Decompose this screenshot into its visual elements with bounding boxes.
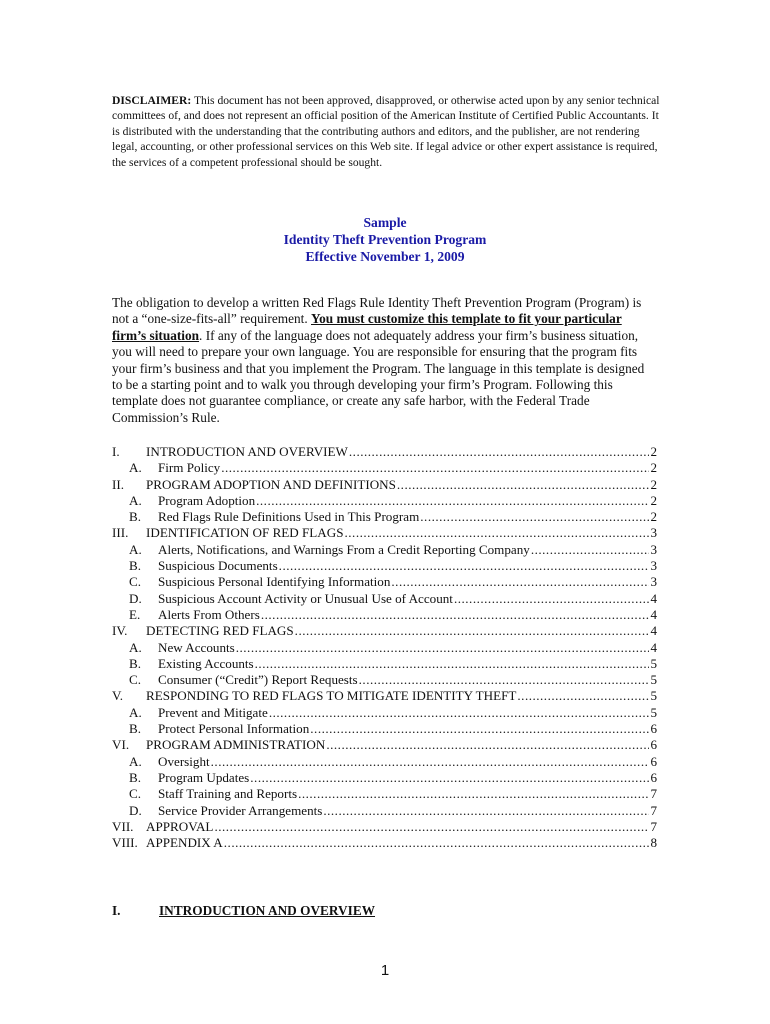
toc-entry-title: RESPONDING TO RED FLAGS TO MITIGATE IDENTITY THEFT	[146, 688, 517, 704]
title-line-effective-date: Effective November 1, 2009	[305, 249, 465, 264]
toc-entry[interactable]	[112, 640, 657, 656]
toc-entry-number: V.	[112, 688, 124, 704]
toc-dot-leader	[359, 672, 650, 688]
toc-entry[interactable]	[112, 835, 657, 851]
toc-entry[interactable]	[112, 509, 657, 525]
toc-entry-page: 4	[650, 623, 657, 639]
toc-entry-title: IDENTIFICATION OF RED FLAGS	[146, 525, 344, 541]
toc-dot-leader	[323, 803, 649, 819]
toc-entry-number: A.	[129, 460, 142, 476]
toc-entry-title: Program Updates	[158, 769, 250, 785]
toc-entry-title: INTRODUCTION AND OVERVIEW	[146, 444, 348, 459]
toc-dot-leader	[269, 705, 650, 721]
toc-dot-leader	[310, 721, 649, 737]
toc-dot-leader	[298, 786, 649, 802]
toc-dot-leader	[397, 477, 650, 493]
toc-entry-page: 6	[650, 721, 657, 737]
toc-entry-page: 3	[650, 541, 657, 557]
toc-entry-number: D.	[129, 590, 142, 606]
toc-entry[interactable]	[112, 493, 657, 509]
toc-entry-number: IV.	[112, 623, 128, 639]
toc-entry-number: VII.	[112, 818, 134, 834]
toc-entry-title: Prevent and Mitigate	[158, 704, 268, 720]
toc-entry[interactable]	[112, 803, 657, 819]
toc-entry-title: Program Adoption	[158, 492, 256, 508]
toc-entry-page: 3	[650, 558, 657, 574]
toc-entry-page: 5	[650, 655, 657, 671]
intro-text-part1: The obligation to develop a written Red Flags Rule Identity Theft Prevention Program (Program) is not a “one-size-fits-all” requirement.	[112, 295, 642, 327]
toc-entry-page: 2	[650, 509, 657, 525]
toc-entry[interactable]	[112, 444, 657, 460]
toc-entry-page: 5	[650, 672, 657, 688]
toc-entry-page: 2	[650, 460, 657, 476]
toc-entry-title: Service Provider Arrangements	[158, 802, 323, 818]
toc-entry-title: Suspicious Account Activity or Unusual Use of Account	[158, 590, 453, 606]
toc-entry-number: III.	[112, 525, 129, 541]
toc-entry[interactable]	[112, 477, 657, 493]
toc-entry[interactable]	[112, 672, 657, 688]
toc-entry[interactable]	[112, 460, 657, 476]
toc-entry-title: New Accounts	[158, 639, 235, 655]
toc-entry-title: Alerts, Notifications, and Warnings From a Credit Reporting Company	[158, 541, 530, 557]
toc-entry-page: 4	[650, 590, 657, 606]
toc-entry[interactable]	[112, 623, 657, 639]
toc-entry-number: B.	[129, 558, 142, 574]
toc-entry[interactable]	[112, 737, 657, 753]
page-number: 1	[380, 962, 390, 979]
toc-entry-page: 6	[650, 769, 657, 785]
toc-entry-page: 4	[650, 606, 657, 622]
toc-entry[interactable]	[112, 721, 657, 737]
toc-dot-leader	[295, 623, 650, 639]
toc-entry[interactable]	[112, 607, 657, 623]
toc-entry-number: I.	[112, 444, 120, 459]
toc-entry[interactable]	[112, 656, 657, 672]
toc-entry[interactable]	[112, 591, 657, 607]
toc-entry-title: Protect Personal Information	[158, 721, 310, 737]
toc-entry-number: II.	[112, 476, 124, 492]
intro-text-part2: . If any of the language does not adequately address your firm’s business situation, you will need to prepare your own language. You are responsible for ensuring that the program fits your firm’s business and that you implement the Program. The language in this template is designed to be a starting point and to walk you through developing your firm’s Program. Following this template does not guarantee compliance, or create any safe harbor, with the Federal Trade Commission’s Rule.	[112, 327, 645, 425]
toc-entry-number: B.	[129, 655, 142, 671]
toc-entry[interactable]	[112, 819, 657, 835]
toc-entry-page: 7	[650, 818, 657, 834]
intro-emphasis: You must customize this template to fit your particular firm’s situation	[112, 311, 622, 343]
toc-entry-title: Firm Policy	[158, 460, 221, 476]
toc-entry[interactable]	[112, 688, 657, 704]
toc-dot-leader	[349, 444, 650, 460]
toc-entry-number: VI.	[112, 737, 130, 753]
toc-entry-number: A.	[129, 753, 142, 769]
toc-entry-number: A.	[129, 639, 142, 655]
disclaimer-paragraph	[112, 93, 660, 170]
toc-entry-page: 5	[650, 688, 657, 704]
toc-entry-title: Suspicious Personal Identifying Information	[158, 574, 391, 590]
toc-entry[interactable]	[112, 525, 657, 541]
toc-entry-page: 8	[650, 835, 657, 851]
toc-dot-leader	[261, 607, 650, 623]
toc-entry-number: A.	[129, 492, 142, 508]
toc-entry-title: PROGRAM ADMINISTRATION	[146, 737, 326, 753]
table-of-contents	[112, 444, 657, 851]
toc-entry[interactable]	[112, 786, 657, 802]
toc-entry-title: APPROVAL	[146, 818, 214, 834]
toc-entry[interactable]	[112, 770, 657, 786]
toc-entry-number: B.	[129, 509, 142, 525]
toc-entry-title: Suspicious Documents	[158, 558, 278, 574]
toc-entry-page: 6	[650, 737, 657, 753]
toc-entry-page: 7	[650, 786, 657, 802]
toc-dot-leader	[531, 542, 650, 558]
toc-entry-title: APPENDIX A	[146, 835, 223, 851]
toc-entry-page: 2	[650, 476, 657, 492]
toc-dot-leader	[326, 737, 649, 753]
toc-entry-page: 5	[650, 704, 657, 720]
toc-entry-number: C.	[129, 786, 142, 802]
toc-entry-title: Red Flags Rule Definitions Used in This Program	[158, 509, 420, 525]
toc-entry-number: D.	[129, 802, 142, 818]
toc-dot-leader	[420, 509, 649, 525]
toc-dot-leader	[214, 819, 649, 835]
title-line-program: Identity Theft Prevention Program	[283, 232, 487, 247]
section-number: I.	[112, 903, 121, 918]
toc-dot-leader	[211, 754, 650, 770]
toc-entry-page: 2	[650, 492, 657, 508]
toc-dot-leader	[221, 460, 649, 476]
toc-entry[interactable]	[112, 754, 657, 770]
toc-entry-number: A.	[129, 704, 142, 720]
toc-entry[interactable]	[112, 542, 657, 558]
toc-dot-leader	[256, 493, 649, 509]
toc-entry-number: B.	[129, 769, 142, 785]
toc-dot-leader	[255, 656, 650, 672]
toc-entry-number: C.	[129, 672, 142, 688]
toc-entry-number: C.	[129, 574, 142, 590]
toc-entry-title: PROGRAM ADOPTION AND DEFINITIONS	[146, 476, 396, 492]
toc-entry-title: Alerts From Others	[158, 606, 260, 622]
toc-entry[interactable]	[112, 558, 657, 574]
title-line-sample: Sample	[363, 215, 407, 230]
toc-entry-page: 7	[650, 802, 657, 818]
toc-entry-title: Oversight	[158, 753, 210, 769]
disclaimer-text: This document has not been approved, disapproved, or otherwise acted upon by any senior technical committees of, and does not represent an official position of the American Institute of Certified Public Accountants. It is distributed with the understanding that the contributing authors and editors, and the publisher, are not rendering legal, accounting, or other professional services on this Web site. If legal advice or other expert assistance is required, the services of a competent professional should be sought.	[112, 94, 660, 169]
toc-entry-number: B.	[129, 721, 142, 737]
toc-entry[interactable]	[112, 574, 657, 590]
toc-dot-leader	[345, 525, 650, 541]
toc-entry-page: 3	[650, 525, 657, 541]
toc-entry-page: 4	[650, 639, 657, 655]
toc-dot-leader	[391, 574, 649, 590]
toc-entry-number: VIII.	[112, 835, 138, 851]
toc-dot-leader	[224, 835, 650, 851]
toc-dot-leader	[279, 558, 650, 574]
document-title	[0, 214, 770, 265]
toc-entry-page: 6	[650, 753, 657, 769]
toc-entry-title: DETECTING RED FLAGS	[146, 623, 294, 639]
toc-entry-page: 3	[650, 574, 657, 590]
toc-dot-leader	[250, 770, 649, 786]
intro-paragraph	[112, 295, 657, 426]
toc-dot-leader	[454, 591, 650, 607]
toc-entry-title: Consumer (“Credit”) Report Requests	[158, 672, 358, 688]
toc-entry-page: 2	[650, 444, 657, 459]
section-title: INTRODUCTION AND OVERVIEW	[159, 903, 376, 918]
toc-entry-title: Existing Accounts	[158, 655, 254, 671]
toc-entry[interactable]	[112, 705, 657, 721]
disclaimer-label: DISCLAIMER:	[112, 94, 192, 107]
toc-dot-leader	[517, 688, 649, 704]
toc-dot-leader	[236, 640, 650, 656]
toc-entry-number: A.	[129, 541, 142, 557]
toc-entry-number: E.	[129, 606, 141, 622]
toc-entry-title: Staff Training and Reports	[158, 786, 298, 802]
